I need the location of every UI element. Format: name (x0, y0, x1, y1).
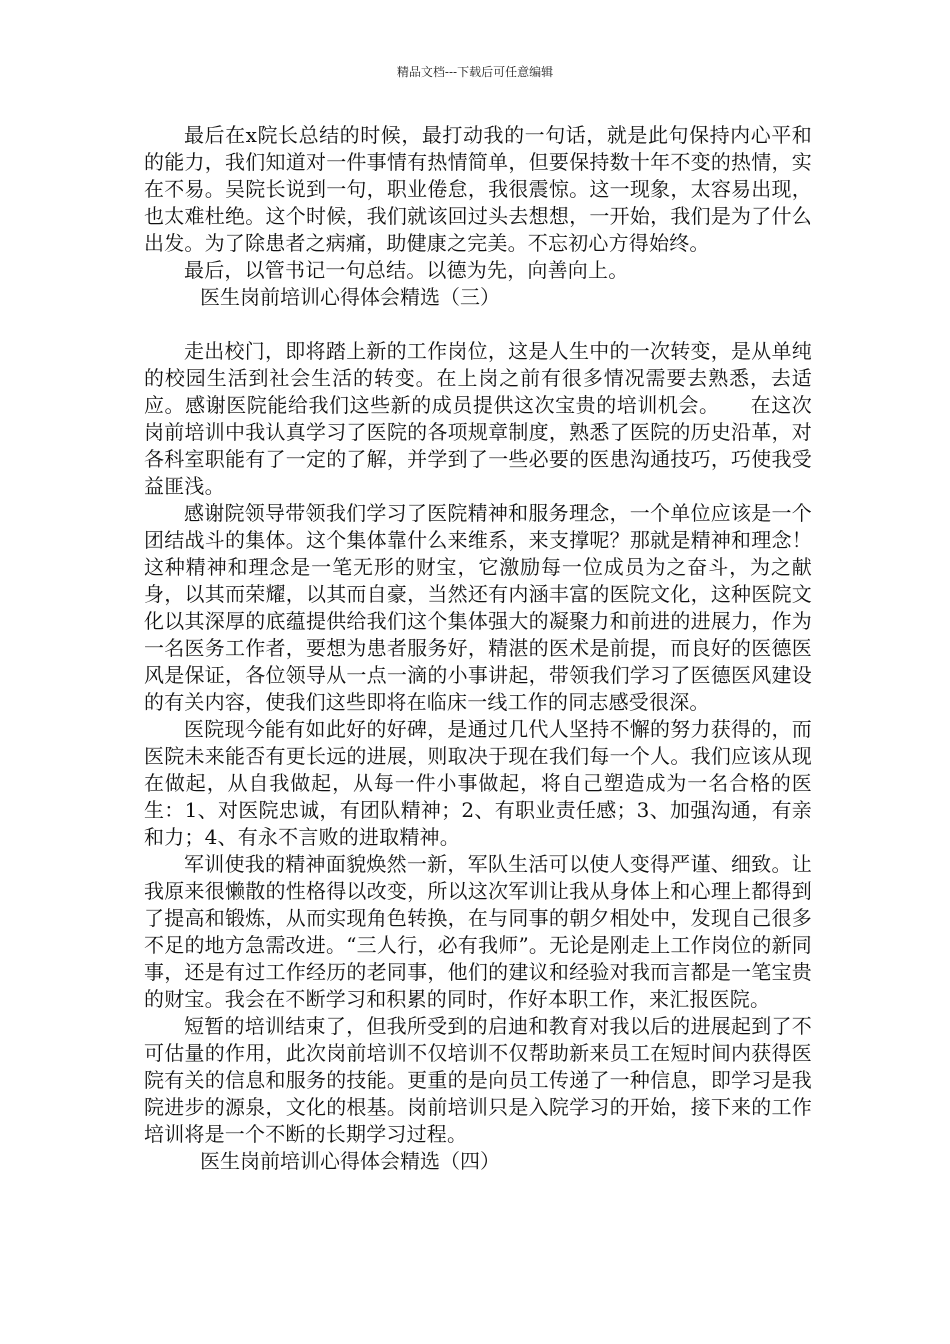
document-body (144, 122, 812, 1175)
section-heading-3: 医生岗前培训心得体会精选（三） (200, 285, 500, 309)
page-header: 精品文档---下载后可任意编辑 (396, 65, 554, 79)
paragraph-intro: 走出校门，即将踏上新的工作岗位，这是人生中的一次转变，是从单纯的校园生活到社会生活的转变。在上岗之前有很多情况需要去熟悉，去适应。感谢医院能给我们这些新的成员提供这次宝贵的培训机会。 在这次岗前培训中我认真学习了医院的各项规章制度，熟悉了医院的历史沿革，对各科室职能有了一定的了解，并学到了一些必要的医患沟通技巧，巧使我受益匪浅。 (144, 339, 812, 498)
blank-line (144, 311, 812, 338)
paragraph-military-training: 军训使我的精神面貌焕然一新，军队生活可以使人变得严谨、细致。让我原来很懒散的性格得以改变，所以这次军训让我从身体上和心理上都得到了提高和锻炼，从而实现角色转换，在与同事的朝夕相处中，发现自己很多不足的地方急需改进。“三人行，必有我师”。无论是刚走上工作岗位的新同事，还是有过工作经历的老同事，他们的建议和经验对我而言都是一笔宝贵的财宝。我会在不断学习和积累的同时，作好本职工作，来汇报医院。 (144, 852, 812, 1011)
paragraph-summary: 最后在x院长总结的时候，最打动我的一句话，就是此句保持内心平和的能力，我们知道对一件事情有热情简单，但要保持数十年不变的热情，实在不易。吴院长说到一句，职业倦怠，我很震惊。这一现象，太容易出现，也太难杜绝。这个时候，我们就该回过头去想想，一开始，我们是为了什么出发。为了除患者之病痛，助健康之完美。不忘初心方得始终。 (144, 123, 812, 255)
paragraph-spirit: 感谢院领导带领我们学习了医院精神和服务理念，一个单位应该是一个团结战斗的集体。这个集体靠什么来维系，来支撑呢？那就是精神和理念！这种精神和理念是一笔无形的财宝，它激励每一位成员为之奋斗，为之献身，以其而荣耀，以其而自豪，当然还有内涵丰富的医院文化，这种医院文化以其深厚的底蕴提供给我们这个集体强大的凝聚力和前进的进展力，作为一名医务工作者，要想为患者服务好，精湛的医术是前提，而良好的医德医风是保证，各位领导从一点一滴的小事讲起，带领我们学习了医德医风建设的有关内容，使我们这些即将在临床一线工作的同志感受很深。 (144, 501, 812, 714)
section-heading-4: 医生岗前培训心得体会精选（四） (200, 1149, 500, 1173)
paragraph-closing-quote: 最后，以管书记一句总结。以德为先，向善向上。 (184, 258, 629, 282)
paragraph-conclusion: 短暂的培训结束了，但我所受到的启迪和教育对我以后的进展起到了不可估量的作用，此次岗前培训不仅培训不仅帮助新来员工在短时间内获得医院有关的信息和服务的技能。更重的是向员工传递了一种信息，即学习是我院进步的源泉，文化的根基。岗前培训只是入院学习的开始，接下来的工作培训将是一个不断的长期学习过程。 (144, 1014, 812, 1146)
paragraph-reputation: 医院现今能有如此好的好碑，是通过几代人坚持不懈的努力获得的，而医院未来能否有更长远的进展，则取决于现在我们每一个人。我们应该从现在做起，从自我做起，从每一件小事做起，将自己塑造成为一名合格的医生：1、对医院忠诚，有团队精神；2、有职业责任感；3、加强沟通，有亲和力；4、有永不言败的进取精神。 (144, 717, 812, 849)
